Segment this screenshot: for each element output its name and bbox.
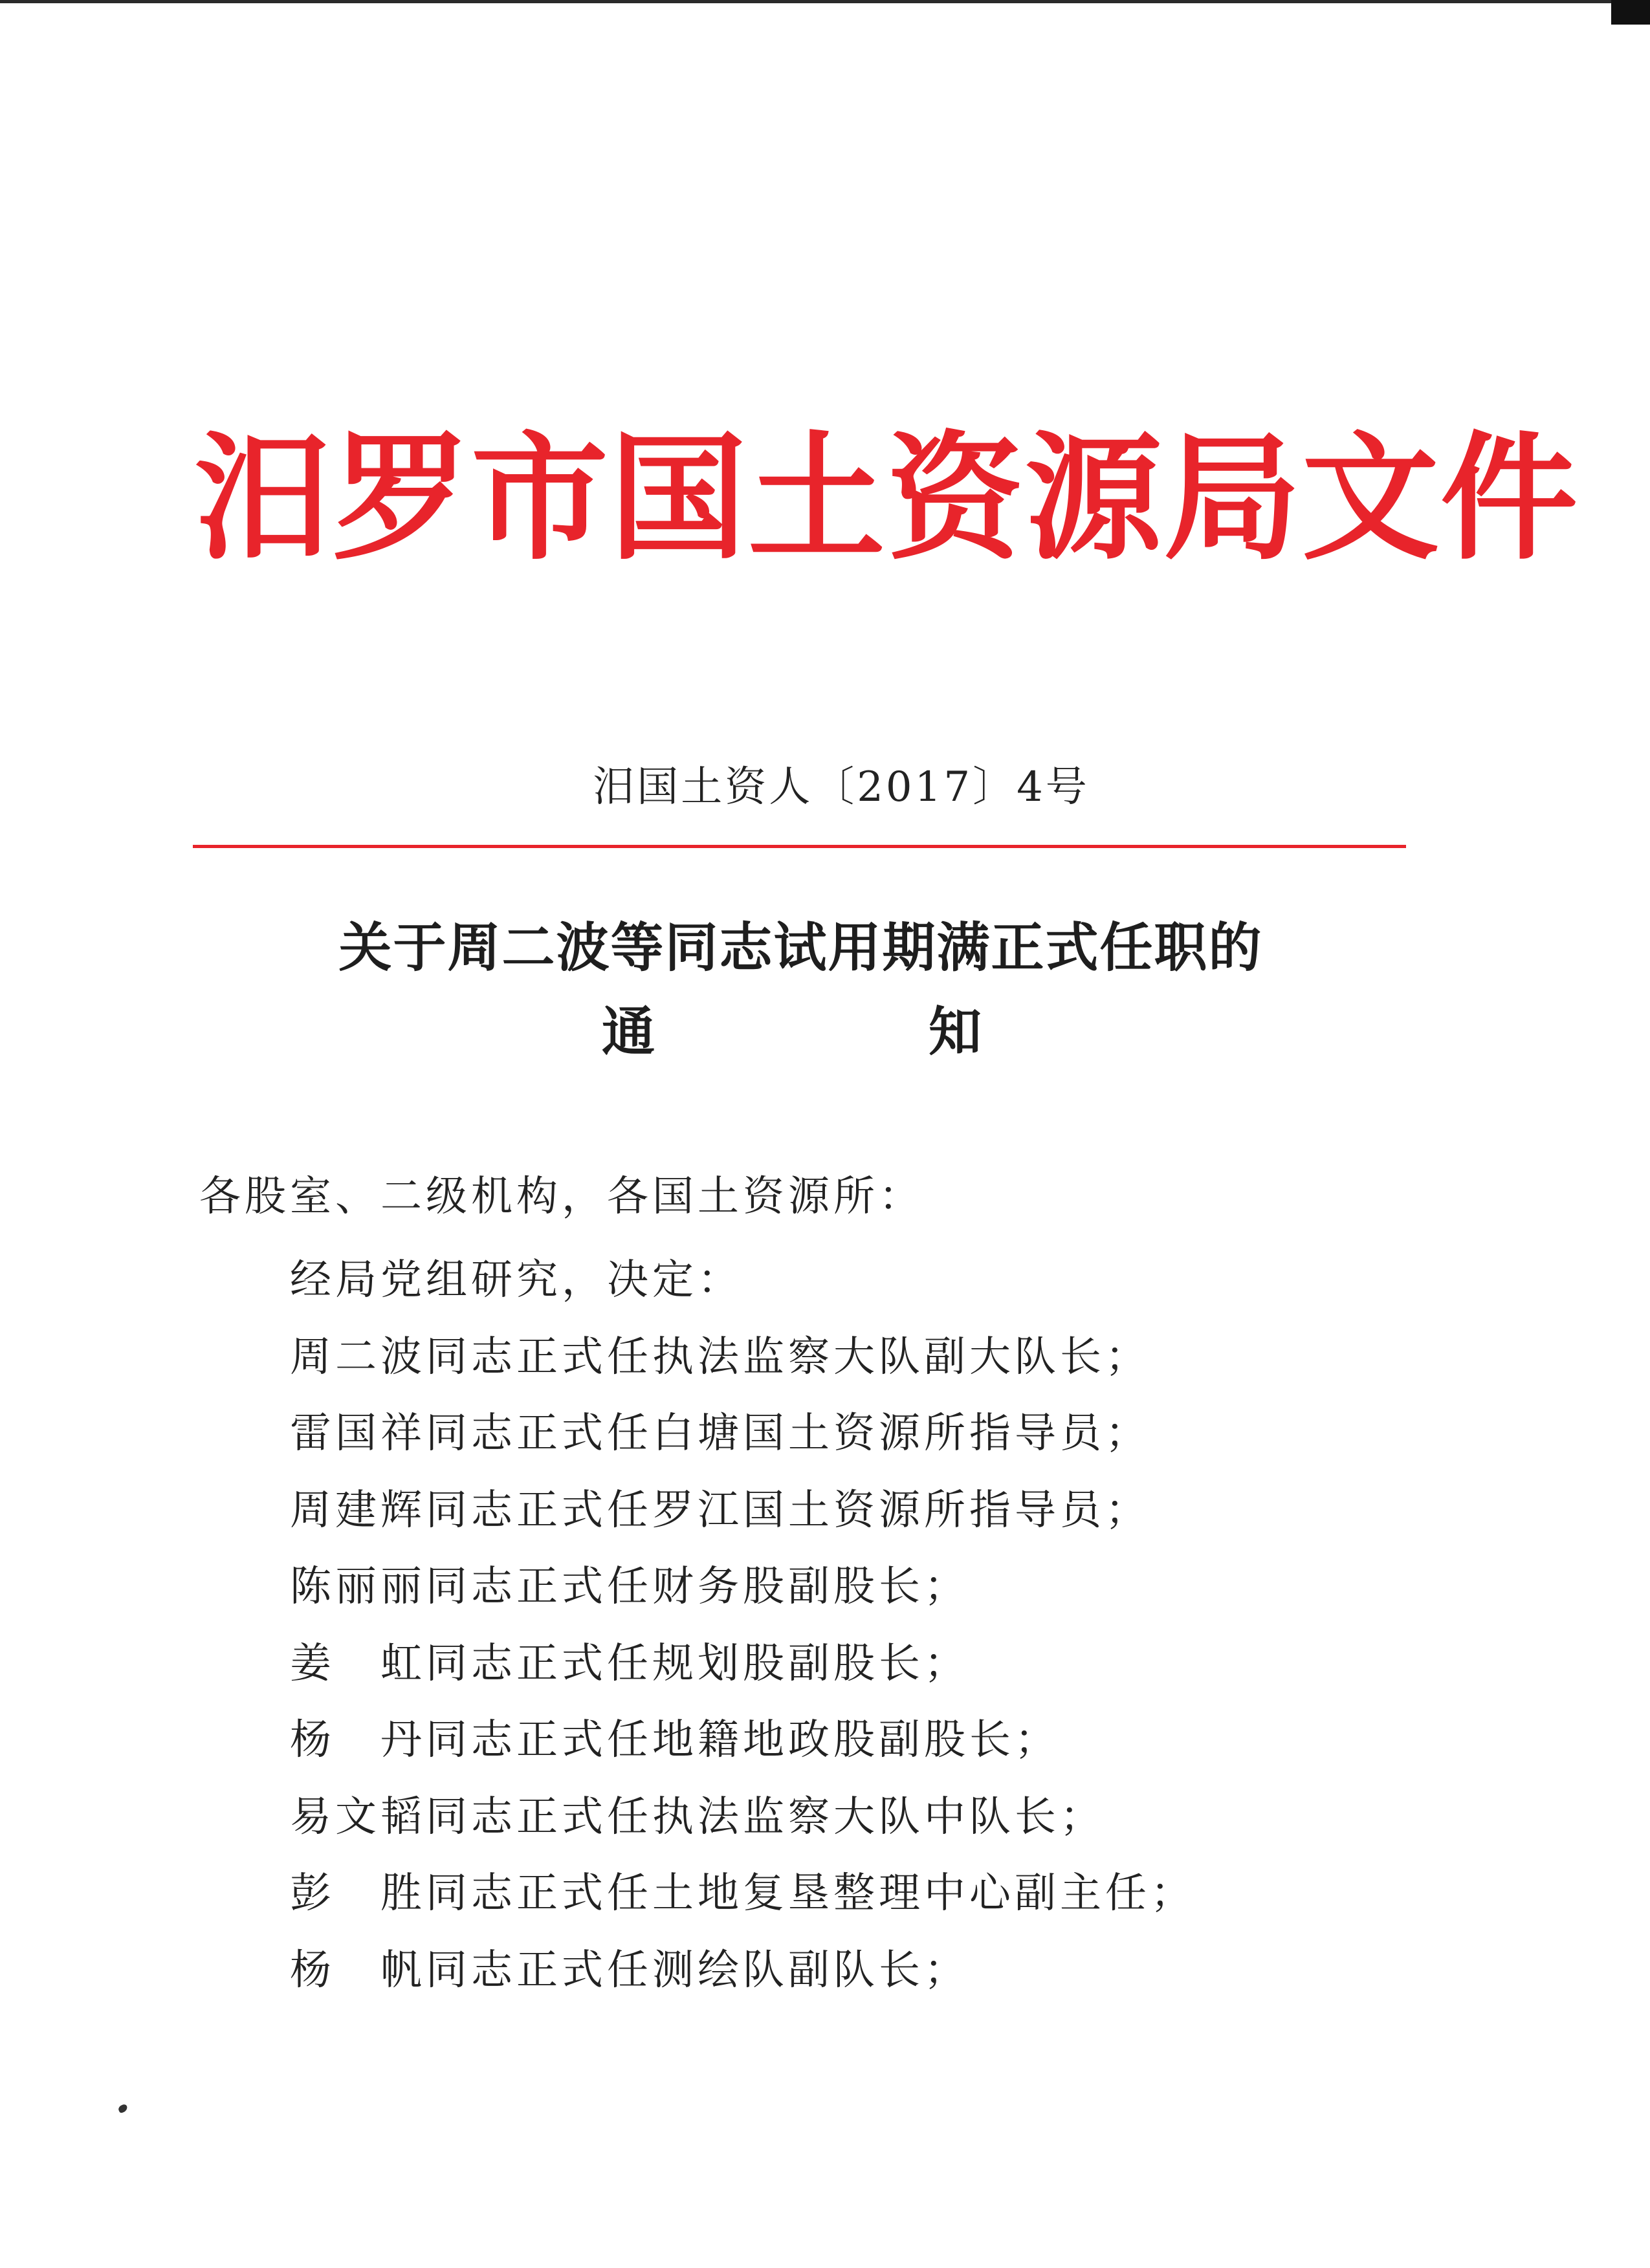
notice-title-line-1: 关于周二波等同志试用期满正式任职的 [338,917,1263,979]
body-line: 经局党组研究，决定： [290,1256,743,1304]
body-line: 杨 帆同志正式任测绘队副队长； [290,1946,969,1994]
body-line: 易文韬同志正式任执法监察大队中队长； [290,1793,1105,1841]
body-line: 周二波同志正式任执法监察大队副大队长； [290,1333,1150,1381]
document-masthead: 汨罗市国土资源局文件 [194,417,1579,578]
body-line: 雷国祥同志正式任白塘国土资源所指导员； [290,1410,1150,1457]
body-line: 陈丽丽同志正式任财务股副股长； [290,1563,969,1611]
salutation: 各股室、二级机构，各国土资源所： [199,1173,924,1221]
red-divider-line [193,845,1406,848]
scan-speck [117,2104,128,2114]
body-line: 姜 虹同志正式任规划股副股长； [290,1639,969,1688]
scan-corner-mark [1611,0,1650,25]
body-line: 彭 胜同志正式任土地复垦整理中心副主任； [290,1870,1196,1917]
notice-title-char-2: 知 [929,1001,982,1063]
appointment-list [290,1242,1196,2009]
notice-title-line-2 [194,996,1407,1067]
document-number: 汨国土资人〔2017〕4号 [593,763,1090,811]
notice-title-char-1: 通 [602,1001,655,1063]
scan-top-edge [0,0,1650,3]
body-line: 杨 丹同志正式任地籍地政股副股长； [290,1716,1060,1764]
body-line: 周建辉同志正式任罗江国土资源所指导员； [290,1486,1150,1534]
